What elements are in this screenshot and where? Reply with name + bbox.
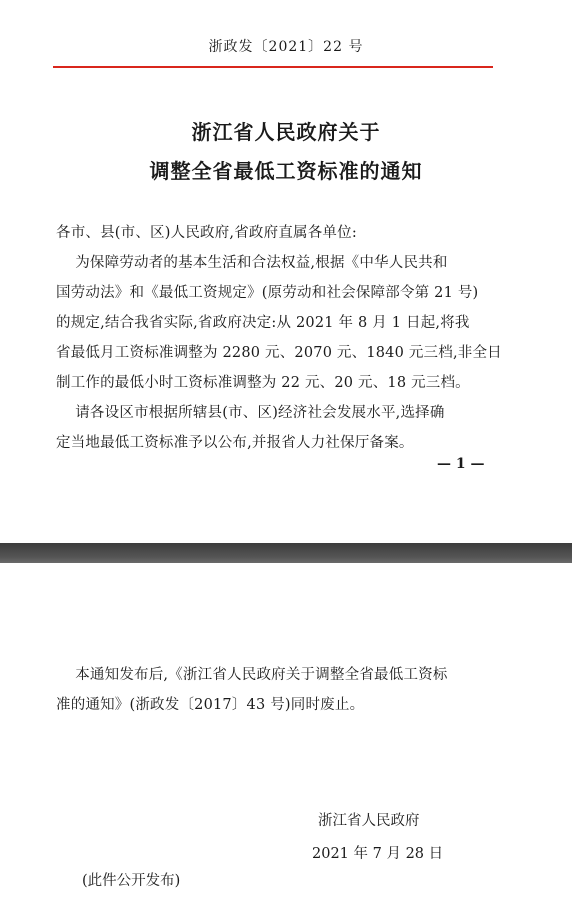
page-number: — 1 — <box>437 456 485 472</box>
document-title-line-2: 调整全省最低工资标准的通知 <box>149 159 423 183</box>
document-number: 浙政发〔2021〕22 号 <box>208 39 364 55</box>
body-line: 制工作的最低小时工资标准调整为 22 元、20 元、18 元三档。 <box>56 375 470 391</box>
body-line: 准的通知》(浙政发〔2017〕43 号)同时废止。 <box>56 697 365 713</box>
body-line: 各市、县(市、区)人民政府,省政府直属各单位: <box>56 225 357 241</box>
red-separator-line <box>53 66 493 68</box>
body-line: 的规定,结合我省实际,省政府决定:从 2021 年 8 月 1 日起,将我 <box>56 315 470 331</box>
body-line: 请各设区市根据所辖县(市、区)经济社会发展水平,选择确 <box>56 405 445 421</box>
body-line: 为保障劳动者的基本生活和合法权益,根据《中华人民共和 <box>56 255 448 271</box>
publication-note: (此件公开发布) <box>82 873 181 889</box>
body-line: 省最低月工资标准调整为 2280 元、2070 元、1840 元三档,非全日 <box>56 345 502 361</box>
body-line: 本通知发布后,《浙江省人民政府关于调整全省最低工资标 <box>56 667 448 683</box>
document-title-line-1: 浙江省人民政府关于 <box>191 120 381 144</box>
page-gap <box>0 543 572 563</box>
issuer-name: 浙江省人民政府 <box>318 813 420 829</box>
body-line: 国劳动法》和《最低工资规定》(原劳动和社会保障部令第 21 号) <box>56 285 479 301</box>
issue-date: 2021 年 7 月 28 日 <box>312 846 444 862</box>
body-line: 定当地最低工资标准予以公布,并报省人力社保厅备案。 <box>56 435 414 451</box>
document-page-2 <box>0 563 572 902</box>
